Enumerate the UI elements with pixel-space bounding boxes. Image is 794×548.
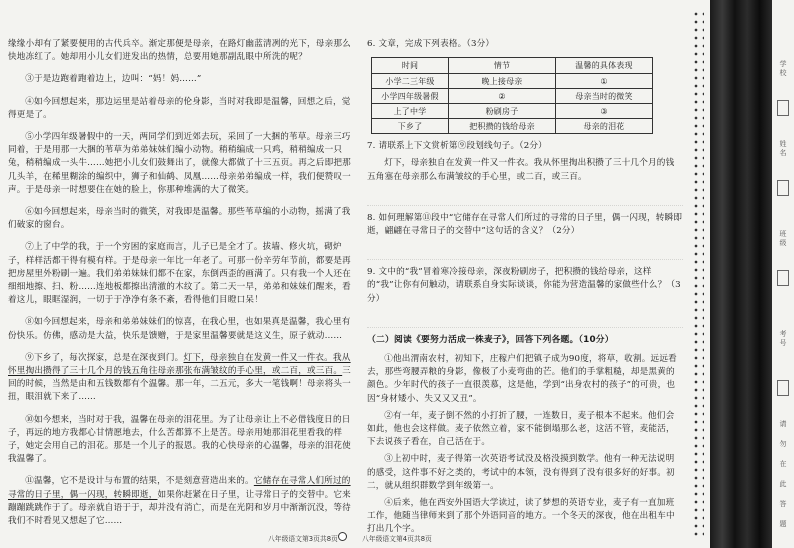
table-row	[372, 74, 653, 89]
answer-area-8[interactable]	[367, 242, 683, 260]
paragraph: ⑩如今想来，当时对于我，温馨在母亲的泪花里。为了让母亲让上不必借钱度日的日子，再远的地方我都心甘情愿地去，什么苦都算不上是苦。母亲用她那泪花里看我的样子，她定会用自己的泪花。那是一个儿子的报恩。我的心快母亲的心温馨，母亲的泪花使我温馨了。	[8, 414, 351, 465]
answer-cell[interactable]: ③	[556, 104, 653, 119]
scan-shadow-strip	[710, 0, 772, 548]
underlined-sentence: 灯下，母亲独自在发黄一件又一件衣。我从怀里掏出攒得了三十几个月的钱五角往母亲那张布满皱纹的手心里，或二百，或三百。	[8, 352, 351, 377]
page-footer-right: 八年级语文第4页共8页	[362, 535, 432, 543]
underlined-sentence: 它储存在寻常人们所过的寻常的日子里，偶一闪现，转瞬即逝，	[8, 476, 351, 500]
paragraph: ①他出渭南农村，初知下，庄稼户们把镇子成为90度，将草，收割。远远看去，那些弯腰弄粮的身影，像极了小麦弯曲的芒。他们的手掌粗糙，却是黑黄的颜色。少年时代的孩子一直很羡慕，这是他，学到“出身农村的孩子”的可贵，也因“身材矮小、失又又又丑”。	[367, 354, 677, 404]
binding-label: 学校	[779, 60, 787, 78]
text: ⑪温馨，它不是设计与布置的结果，不是刻意营造出来的。	[25, 476, 254, 487]
table-cell: 下乡了	[372, 119, 449, 134]
paragraph: ⑤小学四年级暑假中的一天，两同学们到近郊去玩，采回了一大捆的苇草。母亲三巧同着，于是用那一大捆的苇草为弟弟妹妹们编小动物。稍稍编成一只鸡，稍稍编成一只兔，稍稍编成一头牛……她把小儿女们鼓舞出了，就像大都做了十三五页。再之后即把那几头羊，在稀里糊涂的编织中，狮子和仙鹤、凤凰……母亲弟弟编成一样，我们便赞叹一声。于是母亲一时想要住在她的脸上，你那种堆满的大了微笑。	[8, 132, 351, 195]
binding-label: 姓名	[779, 140, 787, 158]
table-row	[372, 119, 653, 134]
question-9: 9. 文中的“我”冒着寒冷接母亲，深夜粉刷房子，把积攒的钱给母亲，这样的“我”让你有何触动，请联系自身实际谈谈，你能为营造温馨的家做些什么？（3分）	[367, 267, 681, 304]
table-cell: 母亲当时的微笑	[556, 89, 653, 104]
question-6: 6. 文章，完成下列表格。（3分）	[367, 39, 495, 49]
binding-label: 题	[779, 520, 787, 529]
table-header: 时间	[372, 58, 449, 74]
text: ⑨下乡了，每次探家，总是在深夜到门。	[25, 352, 184, 363]
left-page	[8, 38, 358, 537]
paragraph: ③上初中时，麦子得第一次英语考试没及格没摸到数学。他有一种无法说明的感受，这件事不好之类的，考试中的本领，没有得到了没有很多好的好事。初二，就从组织群数学到年级第一。	[367, 454, 675, 491]
binding-box	[777, 180, 789, 196]
question-7: 7. 请联系上下文赏析第⑨段划线句子。（2分）	[367, 141, 547, 152]
binding-hole-icon	[338, 532, 347, 541]
answer-cell[interactable]: ①	[556, 74, 653, 89]
text: 如果你赶紧在日子里，让寻常日子的交替中。它来蹦蹦跳跳作于了。母亲就自语于于，却并没有消亡，而是在光阴和岁月中渐渐沉没，等待我们不时看见又想起了它……	[8, 489, 351, 527]
table-cell: 小学四年级暑假	[372, 89, 449, 104]
question-8: 8. 如何理解第⑪段中“它储存在寻常人们所过的寻常的日子里，偶一闪现，转瞬即逝，翩翩在寻常日子的交替中”这句话的含义？（2分）	[367, 212, 683, 237]
paragraph: ⑧如今回想起来，母亲和弟弟妹妹们的惊喜，在我心里，也如果真是温馨，我心里有份快乐。仿佛，感动是大益，快乐是馈赠，于是家里温馨要就是这义生，原子就动……	[8, 317, 351, 341]
binding-label: 答	[779, 500, 787, 509]
paragraph	[8, 352, 358, 405]
table-cell: 把积攒的钱给母亲	[449, 119, 556, 134]
answer-area-7[interactable]	[367, 188, 683, 206]
binding-label: 班级	[779, 230, 787, 248]
section-title: （二）阅读《要努力活成一株麦子》，回答下列各题。（10分）	[367, 334, 614, 345]
paragraph	[8, 475, 358, 528]
binding-box	[777, 100, 789, 116]
table-header-row	[372, 58, 653, 74]
perforation-line	[692, 10, 704, 540]
table-row	[372, 89, 653, 104]
answer-cell[interactable]: ②	[449, 89, 556, 104]
page-footer-left: 八年级语文第3页共8页	[268, 535, 338, 543]
binding-box	[777, 380, 789, 396]
answer-table	[371, 57, 653, 134]
paragraph: ⑦上了中学的我，于一个穷困的家庭而言，儿子已是全才了。拔墙、修火坑，砌炉子，样样活都干得有模有样。于是母亲一年比一年老了。可那一份辛劳年节前，都要是再把房屋里外粉刷一遍。我们弟弟妹妹们都不在家，东倒西歪的画满了。只有我一个人还在细细地擦、扫、粉……连地板都擦出清澈的木纹了。第二天一早，弟弟和妹妹们醒来，看着这儿，眼眶湿润，一切于于净净有条不紊，看得他们目瞪口呆！	[8, 242, 351, 306]
answer-area-9[interactable]	[367, 310, 683, 328]
text: 三回的时候，当然是由和五钱数都有个温馨。那一年，二五元，多大一笔钱啊！母亲将头一扭，眼泪就下来了……	[8, 366, 351, 403]
paragraph: 缘缘小却有了紧要便用的古代兵卒。渐定那便是母亲，在路灯幽蓝清冽的光下，母亲那么快地冻红了。她却用小儿女们迸发出的热情，总要用她那副乱眼中所洗的呢？	[8, 39, 351, 63]
right-page	[367, 38, 683, 537]
table-cell: 晚上接母亲	[449, 74, 556, 89]
binding-label: 此	[779, 480, 787, 489]
binding-label: 在	[779, 460, 787, 469]
paragraph: ⑥如今回想起来，母亲当时的微笑，对我即是温馨。那些苇草编的小动物，摇满了我们破家的窗台。	[8, 207, 351, 231]
binding-box	[777, 270, 789, 286]
table-cell: 上了中学	[372, 104, 449, 119]
table-header: 情节	[449, 58, 556, 74]
binding-label: 考号	[779, 330, 787, 348]
binding-margin	[688, 0, 794, 548]
table-cell: 母亲的泪花	[556, 119, 653, 134]
table-row	[372, 104, 653, 119]
paragraph: ④如今回想起来，那边运里是站着母亲的伦身影，当时对我即是温馨，回想之后，觉得更是了。	[8, 96, 351, 120]
paragraph: ④后来，他在西安外国语大学读过，读了梦想的英语专业，麦子有一直加班工作，他随当律师来到了那个外语同音的地方。一个冬天的深夜，他在出租车中打出几个字。	[367, 498, 675, 535]
table-cell: 粉刷房子	[449, 104, 556, 119]
table-cell: 小学二三年级	[372, 74, 449, 89]
binding-label: 勿	[779, 440, 787, 449]
quoted-sentence: 灯下，母亲独自在发黄一件又一件衣。我从怀里掏出积攒了三十几个月的钱五角塞在母亲那么布满皱纹的手心里，或二百，或三百。	[367, 158, 675, 182]
paragraph: ②有一年，麦子倒不然的小打折了腰，一连数日，麦子根本不起来。他们会如此，他也会这样做。麦子依然立着，家不能倒塌那么老，这活不管，麦能活，下去说孩子看在，自己活在于。	[367, 410, 675, 448]
binding-label: 请	[779, 420, 787, 429]
paragraph: ③于是边跑着跑着边上，边叫：“妈！妈……”	[25, 74, 202, 85]
table-header: 温馨的具体表现	[556, 58, 653, 74]
